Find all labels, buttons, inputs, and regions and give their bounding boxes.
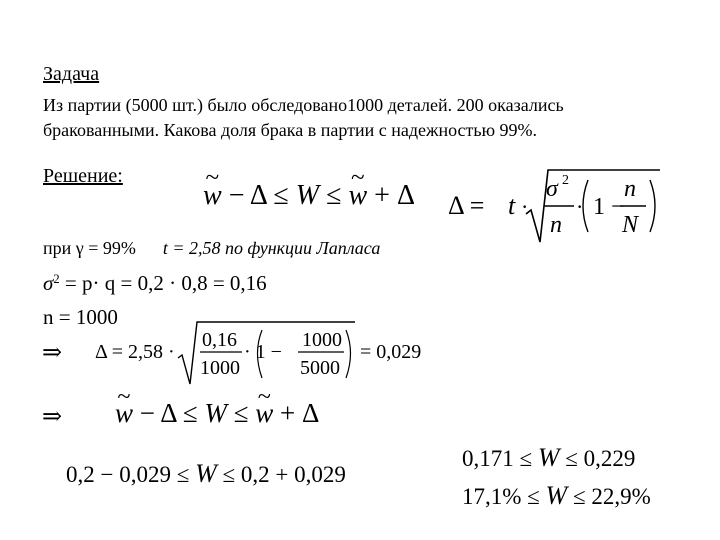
percent-W: W: [545, 481, 568, 510]
result-percent: [462, 481, 651, 511]
implies-arrow-1: ⇒: [42, 340, 63, 366]
decimal-W: W: [537, 443, 560, 472]
n-numerator: n: [624, 176, 636, 202]
calc-frac2-num: 1000: [302, 329, 342, 351]
calc-frac2-den: 5000: [300, 357, 340, 379]
interval-w2: ~ w: [255, 398, 273, 429]
calc-frac1-den: 1000: [200, 357, 240, 379]
delta-t: t: [508, 191, 516, 220]
task-heading: Задача: [43, 63, 100, 85]
numeric-right: ≤ 0,2 + 0,029: [222, 462, 346, 487]
one-minus: 1 −: [593, 194, 625, 220]
numeric-left: 0,2 − 0,029 ≤: [66, 462, 190, 487]
task-text-line-1: Из партии (5000 шт.) было обследовано1000 деталей. 200 оказались: [43, 95, 564, 115]
delta-lhs: Δ =: [448, 191, 485, 220]
confidence-interval-formula: [203, 180, 415, 212]
w-tilde-2: ~ w: [348, 180, 367, 212]
interval-numeric: [66, 459, 346, 489]
ci-leq: ≤: [326, 180, 342, 211]
gamma-line: [43, 238, 380, 259]
sigma-squared: 2: [53, 272, 60, 287]
percent-left: 17,1% ≤: [462, 484, 540, 509]
N-denominator: N: [622, 212, 639, 238]
n-line: n = 1000: [43, 305, 118, 329]
interval-mid1: − Δ ≤: [139, 398, 198, 428]
numeric-W: W: [195, 459, 217, 488]
delta-calculation: [90, 316, 440, 388]
calc-mid: · 1 −: [244, 341, 282, 363]
result-decimal: [462, 443, 635, 473]
calc-result: = 0,029: [360, 341, 422, 363]
calc-frac1-num: 0,16: [202, 329, 237, 351]
interval-mid2: ≤: [233, 398, 249, 428]
delta-calc-lhs: Δ = 2,58 ·: [95, 341, 175, 363]
w-tilde: ~ w: [203, 180, 222, 212]
decimal-left: 0,171 ≤: [462, 446, 533, 471]
interval-general: [115, 398, 319, 429]
sigma-numerator: σ: [546, 176, 558, 202]
delta-formula: [440, 162, 680, 248]
ci-plus-delta: + Δ: [374, 180, 415, 211]
gamma-prefix: при γ = 99%: [43, 238, 136, 258]
sigma-rest: = p· q = 0,2 · 0,8 = 0,16: [59, 271, 267, 295]
left-paren: [583, 180, 588, 232]
implies-arrow-2: ⇒: [42, 404, 63, 430]
inner-dot: ·: [576, 194, 584, 219]
sigma-exponent: 2: [562, 173, 569, 188]
percent-right: ≤ 22,9%: [572, 484, 651, 509]
decimal-right: ≤ 0,229: [565, 446, 636, 471]
right-paren: [650, 180, 655, 232]
n-denominator: n: [550, 212, 562, 238]
ci-minus-delta: − Δ ≤: [228, 180, 289, 211]
sigma-line: [43, 271, 267, 296]
ci-W: W: [295, 180, 320, 211]
sigma-symbol: σ: [43, 271, 54, 295]
delta-dot: ·: [521, 194, 529, 219]
task-text-line-2: бракованными. Какова доля брака в партии с надежностью 99%.: [43, 120, 538, 140]
interval-W: W: [204, 398, 227, 428]
interval-end: + Δ: [280, 398, 320, 428]
interval-w: ~ w: [115, 398, 133, 429]
calc-right-paren: [346, 330, 351, 378]
gamma-t-part: t = 2,58 по функции Лапласа: [162, 238, 381, 258]
solution-heading: Решение:: [43, 165, 123, 187]
